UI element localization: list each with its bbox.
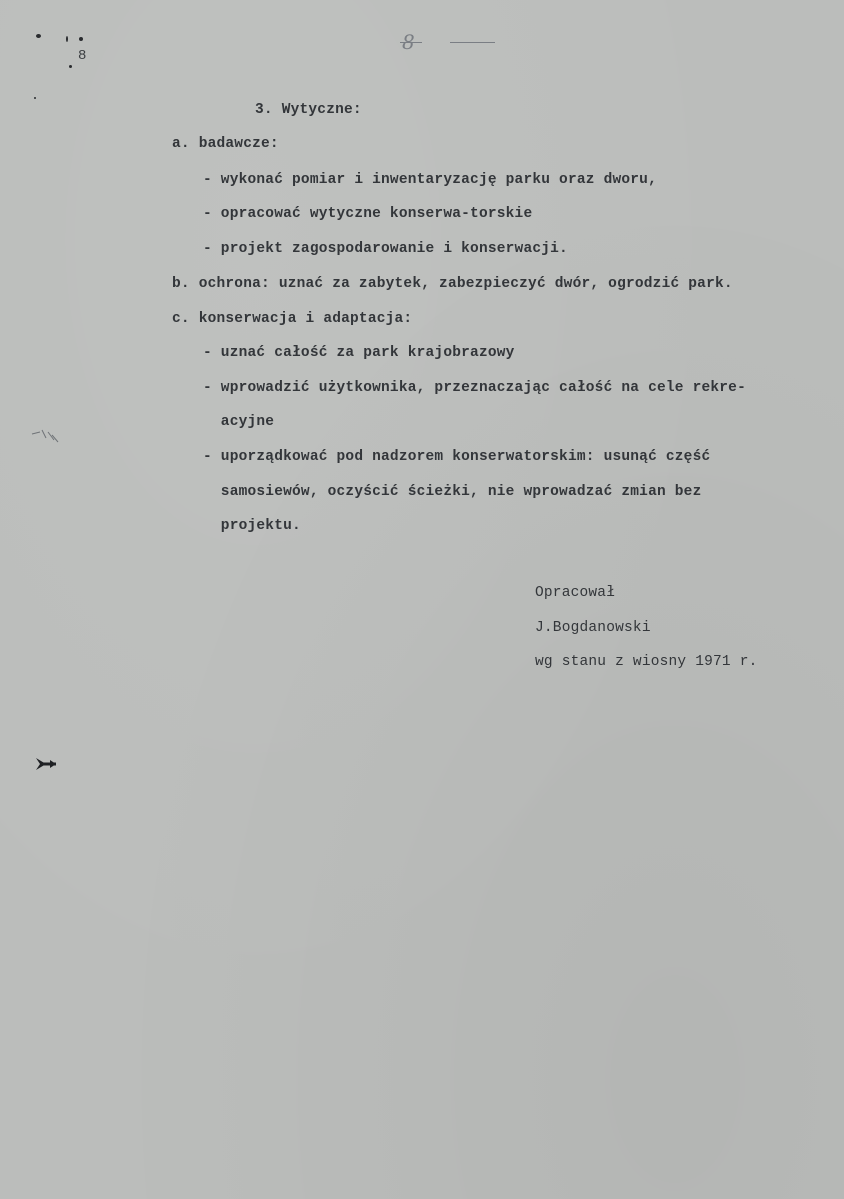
author-name: J.Bogdanowski	[535, 620, 651, 636]
list-item: - wykonać pomiar i inwentaryzację parku oraz dworu,	[203, 172, 657, 188]
list-item-continuation: samosiewów, oczyścić ścieżki, nie wprowadzać zmian bez	[203, 484, 702, 500]
page-number-dash-right	[450, 42, 495, 43]
list-item-continuation: acyjne	[203, 414, 275, 430]
pencil-mark-icon	[30, 426, 62, 446]
arrow-mark-icon	[34, 754, 58, 774]
list-item: - wprowadzić użytkownika, przeznaczając całość na cele rekre-	[203, 380, 746, 396]
list-item: - opracować wytyczne konserwa-torskie	[203, 206, 533, 222]
ink-speck	[79, 37, 83, 41]
ink-speck	[66, 36, 68, 42]
list-item: - uznać całość za park krajobrazowy	[203, 345, 515, 361]
subsection-a-label: a. badawcze:	[172, 136, 279, 152]
ink-speck	[36, 34, 41, 38]
subsection-c-label: c. konserwacja i adaptacja:	[172, 311, 413, 327]
subsection-b-line: b. ochrona: uznać za zabytek, zabezpieczyć dwór, ogrodzić park.	[172, 276, 733, 292]
prepared-by-label: Opracował	[535, 585, 616, 601]
list-item-continuation: projektu.	[203, 518, 301, 534]
section-heading: 3. Wytyczne:	[255, 102, 362, 118]
page-number-typed: 8	[78, 48, 87, 64]
page-number-handwritten: 8	[402, 30, 415, 54]
ink-speck	[69, 65, 72, 68]
date-note: wg stanu z wiosny 1971 r.	[535, 654, 758, 670]
list-item: - uporządkować pod nadzorem konserwatorskim: usunąć część	[203, 449, 711, 465]
list-item: - projekt zagospodarowanie i konserwacji.	[203, 241, 568, 257]
ink-speck	[34, 97, 36, 99]
